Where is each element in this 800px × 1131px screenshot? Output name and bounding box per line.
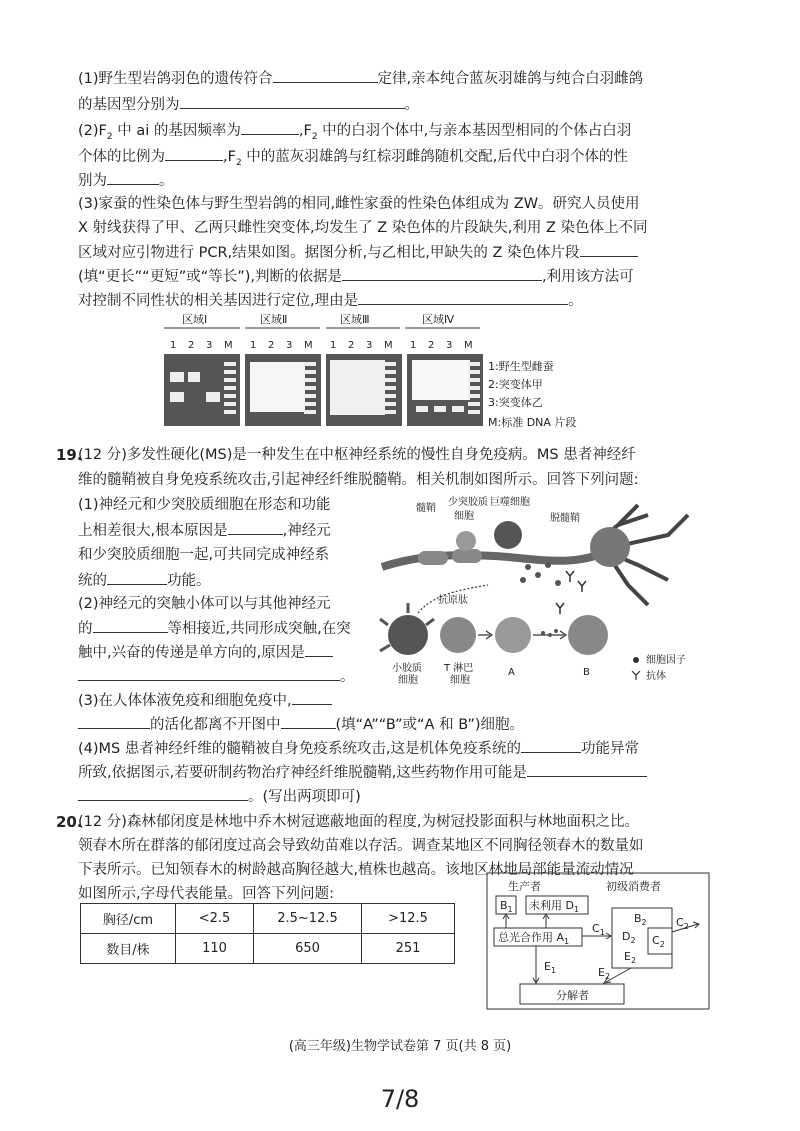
gel-legend-4: M:标准 DNA 片段 <box>488 416 577 429</box>
table-row <box>81 934 455 964</box>
gel-legend-1: 1:野生型雌蚕 <box>488 360 554 373</box>
q19-part1-line4: 统的 功能。 <box>78 570 211 591</box>
gel-region-3-label: 区域Ⅲ <box>340 313 370 326</box>
q20-number: 20. <box>56 813 83 831</box>
q19-part4-line2: 所致,依据图示,若要研制药物治疗神经纤维脱髓鞘,这些药物作用可能是 <box>78 762 647 783</box>
gel-region-2-label: 区域Ⅱ <box>260 313 288 326</box>
answer-blank[interactable] <box>281 714 336 729</box>
answer-blank[interactable] <box>292 690 332 705</box>
svg-text:1: 1 <box>170 340 177 351</box>
q19-number: 19. <box>56 446 83 464</box>
table-header-cell: >12.5 <box>362 904 455 934</box>
neuron-body-icon <box>590 505 688 605</box>
table-cell: 110 <box>176 934 254 964</box>
label-oligodendrocyte: 少突胶质 <box>448 497 488 508</box>
q18-part1-line1: (1)野生型岩鸽羽色的遗传符合 定律,亲本纯合蓝灰羽雄鸽与纯合白羽雌鸽 <box>78 68 643 89</box>
answer-blank[interactable] <box>165 146 223 161</box>
answer-blank[interactable] <box>527 762 647 777</box>
svg-text:E2: $E_2$ <box>624 950 637 965</box>
cell-b-icon <box>568 615 608 655</box>
label-antigen-peptide: 抗原肽 <box>438 595 468 606</box>
q18-part3-line2: X 射线获得了甲、乙两只雌性突变体,均发生了 Z 染色体的片段缺失,利用 Z 染色体上不同 <box>78 220 648 236</box>
svg-text:细胞: 细胞 <box>454 511 474 522</box>
label-primary-consumer: 初级消费者 <box>606 880 661 893</box>
flow-arrows <box>418 585 566 639</box>
answer-blank[interactable] <box>521 738 581 753</box>
table-cell: 251 <box>362 934 455 964</box>
gel-legend-3: 3:突变体乙 <box>488 396 543 409</box>
q18-part3-line5: 对控制不同性状的相关基因进行定位,理由是 。 <box>78 290 583 311</box>
q18-part2-line2: 个体的比例为 $,F_2$ 中的蓝灰羽雄鸽与红棕羽雌鸽随机交配,后代中白羽个体的性 <box>78 146 628 173</box>
q18-part2-line1: $(2)F_2$ 中 ai 的基因频率为 $,F_2$ 中的白羽个体中,与亲本基因型相同的个体占白羽 <box>78 120 631 147</box>
svg-text:未利用 D1: 未利用 $D_1$ <box>529 899 580 914</box>
answer-blank[interactable] <box>180 94 405 109</box>
svg-text:细胞: 细胞 <box>398 675 418 685</box>
cytokine-dots <box>520 562 561 586</box>
table-cell: 数目/株 <box>81 934 176 964</box>
q20-stem-line3: 下表所示。已知领春木的树龄越高胸径越大,植株也越高。该地区林地局部能量流动情况 <box>78 862 634 878</box>
q18-part3-line3: 区域对应引物进行 PCR,结果如图。据图分析,与乙相比,甲缺失的 Z 染色体片段 <box>78 242 638 263</box>
page-footer: (高三年级)生物学试卷第 7 页(共 8 页) <box>288 1039 512 1054</box>
answer-blank[interactable] <box>107 570 167 585</box>
svg-text:2: 2 <box>188 340 195 351</box>
svg-text:C2: $C_2$ <box>676 916 689 931</box>
svg-text:3: 3 <box>206 340 213 351</box>
q19-part3-line1: (3)在人体体液免疫和细胞免疫中, <box>78 690 332 711</box>
svg-text:M: M <box>304 340 313 351</box>
q19-part2-line2: 的 等相接近,共同形成突触,在突 <box>78 618 351 639</box>
svg-text:D2: $D_2$ <box>622 930 636 945</box>
svg-text:细胞: 细胞 <box>450 675 470 685</box>
svg-text:B2: $B_2$ <box>634 912 647 927</box>
q19-part2-line3: 触中,兴奋的传递是单方向的,原因是 <box>78 642 333 663</box>
table-header-cell: 胸径/cm <box>81 904 176 934</box>
svg-text:1: 1 <box>330 340 337 351</box>
label-t-cell: T 淋巴 <box>444 663 474 674</box>
q18-part3-line4: (填“更长”“更短”或“等长”),判断的依据是 ,利用该方法可 <box>78 266 634 287</box>
svg-text:总光合作用 A1: 总光合作用 $A_1$ <box>498 931 570 946</box>
q19-stem-line2: 维的髓鞘被自身免疫系统攻击,引起神经纤维脱髓鞘。相关机制如图所示。回答下列问题: <box>78 472 639 488</box>
gel-region-4-label: 区域Ⅳ <box>422 313 455 326</box>
svg-text:C2: $C_2$ <box>652 934 665 949</box>
consumer-box <box>612 908 672 968</box>
svg-text:1: 1 <box>250 340 257 351</box>
answer-blank[interactable] <box>107 170 159 185</box>
q19-part3-line2: 的活化都离不开图中 (填“A”“B”或“A 和 B”)细胞。 <box>78 714 524 735</box>
answer-blank[interactable] <box>342 266 542 281</box>
svg-text:M: M <box>384 340 393 351</box>
label-microglia: 小胶质 <box>392 663 422 674</box>
legend-cytokine: 细胞因子 <box>646 655 686 666</box>
axon <box>382 551 608 567</box>
answer-blank[interactable] <box>273 68 378 83</box>
q19-part1-line3: 和少突胶质细胞一起,可共同完成神经系 <box>78 547 330 563</box>
answer-blank[interactable] <box>241 120 299 135</box>
q20-stem-line4: 如图所示,字母代表能量。回答下列问题: <box>78 886 334 902</box>
oligodendrocyte-icon <box>456 531 476 551</box>
answer-blank[interactable] <box>78 714 150 729</box>
answer-blank[interactable] <box>93 618 168 633</box>
answer-blank[interactable] <box>78 786 248 801</box>
svg-text:M: M <box>464 340 473 351</box>
svg-text:3: 3 <box>366 340 373 351</box>
svg-text:M: M <box>224 340 233 351</box>
legend-antibody: 抗体 <box>646 671 666 682</box>
label-demyelination: 脱髓鞘 <box>550 513 580 524</box>
q20-stem-line1: (12 分)森林郁闭度是林地中乔木树冠遮蔽地面的程度,为树冠投影面积与林地面积之比。 <box>78 814 639 830</box>
q19-part2-line4: 。 <box>78 666 355 687</box>
q19-part4-line1: (4)MS 患者神经纤维的髓鞘被自身免疫系统攻击,这是机体免疫系统的 功能异常 <box>78 738 639 759</box>
pcr-gel-figure <box>160 310 640 435</box>
label-producer: 生产者 <box>508 880 541 893</box>
q19-part4-line3: 。(写出两项即可) <box>78 786 361 807</box>
svg-text:3: 3 <box>446 340 453 351</box>
gel-legend-2: 2:突变体甲 <box>488 378 543 391</box>
ms-mechanism-figure <box>378 495 708 685</box>
diameter-count-table <box>80 903 455 964</box>
table-header-cell: 2.5~12.5 <box>254 904 362 934</box>
label-cell-a: A <box>508 667 515 678</box>
q19-part1-line1: (1)神经元和少突胶质细胞在形态和功能 <box>78 497 331 513</box>
table-cell: 650 <box>254 934 362 964</box>
svg-text:C1: $C_1$ <box>592 922 605 937</box>
answer-blank[interactable] <box>78 666 340 681</box>
label-cell-b: B <box>583 667 590 678</box>
microglia-cell-icon <box>380 603 434 655</box>
answer-blank[interactable] <box>228 520 283 535</box>
t-cell-icon <box>440 617 476 653</box>
svg-text:2: 2 <box>348 340 355 351</box>
macrophage-icon <box>494 521 522 549</box>
label-decomposer: 分解者 <box>556 989 589 1002</box>
label-myelin: 髓鞘 <box>416 503 436 514</box>
table-header-cell: <2.5 <box>176 904 254 934</box>
q18-part3-line1: (3)家蚕的性染色体与野生型岩鸽的相同,雌性家蚕的性染色体组成为 ZW。研究人员使用 <box>78 196 640 212</box>
q19-part1-line2: 上相差很大,根本原因是 ,神经元 <box>78 520 331 541</box>
svg-text:E1: $E_1$ <box>544 960 557 975</box>
label-macrophage: 巨噬细胞 <box>490 497 530 508</box>
answer-blank[interactable] <box>358 290 568 305</box>
answer-blank[interactable] <box>305 642 333 657</box>
q19-part2-line1: (2)神经元的突触小体可以与其他神经元 <box>78 596 331 612</box>
svg-text:1: 1 <box>410 340 417 351</box>
svg-text:B1: $B_1$ <box>500 899 513 914</box>
cell-a-icon <box>495 617 531 653</box>
svg-text:2: 2 <box>428 340 435 351</box>
svg-text:2: 2 <box>268 340 275 351</box>
q19-stem-line1: (12 分)多发性硬化(MS)是一种发生在中枢神经系统的慢性自身免疫病。MS 患者神经纤 <box>78 447 636 463</box>
svg-text:3: 3 <box>286 340 293 351</box>
antibody-marks <box>556 571 586 614</box>
svg-text:E2: $E_2$ <box>598 966 611 981</box>
q18-part1-line2: 的基因型分别为 。 <box>78 94 419 115</box>
table-row <box>81 904 455 934</box>
q18-part2-line3: 别为 。 <box>78 170 174 191</box>
energy-flow-diagram <box>486 872 711 1012</box>
answer-blank[interactable] <box>580 242 638 257</box>
gel-region-1-label: 区域Ⅰ <box>182 313 208 326</box>
q20-stem-line2: 领春木所在群落的郁闭度过高会导致幼苗难以存活。调查某地区不同胸径领春木的数量如 <box>78 838 644 854</box>
page-number: 7/8 <box>380 1085 420 1113</box>
